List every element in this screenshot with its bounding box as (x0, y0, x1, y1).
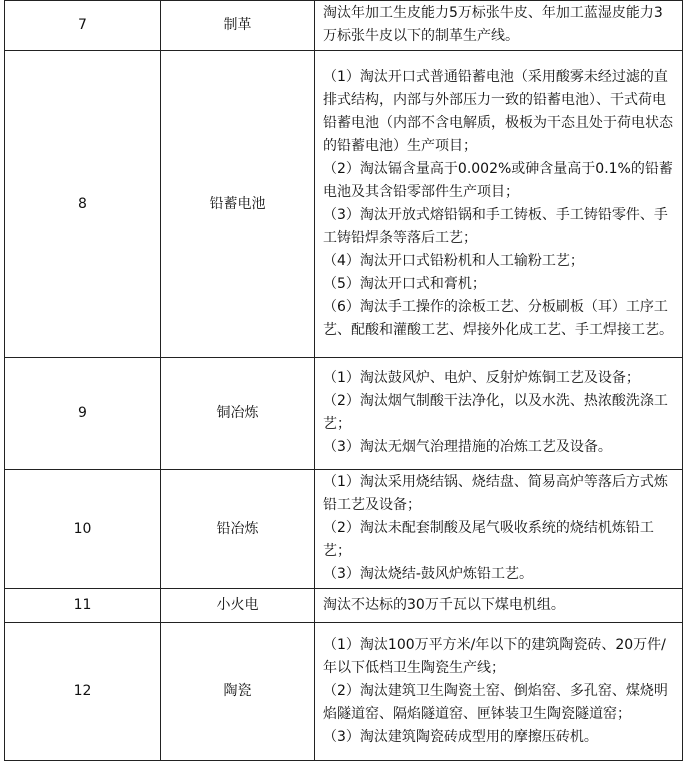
phase-out-requirements (315, 623, 683, 761)
requirement-line: （1）淘汰开口式普通铅蓄电池（采用酸雾未经过滤的直排式结构，内部与外部压力一致的铅蓄电池）、干式荷电铅蓄电池（内部不含电解质，极板为干态且处于荷电状态的铅蓄电池）生产项目； (323, 68, 673, 154)
row-number: 7 (5, 1, 161, 51)
table-body (5, 1, 683, 761)
requirement-line: （3）淘汰开放式熔铅锅和手工铸板、手工铸铅零件、手工铸铅焊条等落后工艺； (323, 206, 668, 246)
table-row (5, 358, 683, 470)
table-row (5, 589, 683, 623)
requirement-line: （2）淘汰未配套制酸及尾气吸收系统的烧结机炼铅工艺； (323, 520, 654, 559)
row-number: 8 (5, 51, 161, 358)
row-number: 11 (5, 589, 161, 623)
table-row (5, 51, 683, 358)
industry-name: 铜冶炼 (161, 358, 315, 470)
requirement-line: （1）淘汰采用烧结锅、烧结盘、简易高炉等落后方式炼铅工艺及设备； (323, 474, 668, 513)
row-number: 9 (5, 358, 161, 470)
requirement-line: （1）淘汰鼓风炉、电炉、反射炉炼铜工艺及设备； (323, 370, 640, 386)
industry-name: 陶瓷 (161, 623, 315, 761)
phase-out-table (4, 0, 683, 761)
requirement-line: （2）淘汰建筑卫生陶瓷土窑、倒焰窑、多孔窑、煤烧明焰隧道窑、隔焰隧道窑、匣钵装卫生陶瓷隧道窑； (323, 682, 668, 722)
requirement-line: （2）淘汰镉含量高于0.002%或砷含量高于0.1%的铅蓄电池及其含铅零部件生产项目； (323, 160, 673, 200)
phase-out-requirements (315, 470, 683, 589)
requirement-line: （3）淘汰无烟气治理措施的冶炼工艺及设备。 (323, 439, 612, 455)
industry-name: 铅蓄电池 (161, 51, 315, 358)
row-number: 12 (5, 623, 161, 761)
requirement-line: （2）淘汰烟气制酸干法净化，以及水洗、热浓酸洗涤工艺； (323, 393, 668, 432)
table-row (5, 470, 683, 589)
requirement-line: （1）淘汰100万平方米/年以下的建筑陶瓷砖、20万件/年以下低档卫生陶瓷生产线； (323, 636, 666, 676)
requirement-line: （6）淘汰手工操作的涂板工艺、分板刷板（耳）工序工艺、配酸和灌酸工艺、焊接外化成工艺、手工焊接工艺。 (323, 298, 673, 338)
industry-name: 小火电 (161, 589, 315, 623)
industry-name: 铅冶炼 (161, 470, 315, 589)
requirement-line: 淘汰不达标的30万千瓦以下煤电机组。 (323, 596, 565, 613)
phase-out-requirements (315, 358, 683, 470)
phase-out-requirements (315, 51, 683, 358)
table-row (5, 623, 683, 761)
requirement-line: （3）淘汰建筑陶瓷砖成型用的摩擦压砖机。 (323, 728, 598, 745)
requirement-line: （4）淘汰开口式铅粉机和人工输粉工艺； (323, 252, 584, 269)
requirement-line: 淘汰年加工生皮能力5万标张牛皮、年加工蓝湿皮能力3万标张牛皮以下的制革生产线。 (323, 5, 663, 44)
phase-out-requirements (315, 589, 683, 623)
row-number: 10 (5, 470, 161, 589)
requirement-line: （3）淘汰烧结-鼓风炉炼铅工艺。 (323, 566, 533, 582)
requirement-line: （5）淘汰开口式和膏机； (323, 275, 486, 292)
industry-name: 制革 (161, 1, 315, 51)
phase-out-requirements (315, 1, 683, 51)
table-row (5, 1, 683, 51)
